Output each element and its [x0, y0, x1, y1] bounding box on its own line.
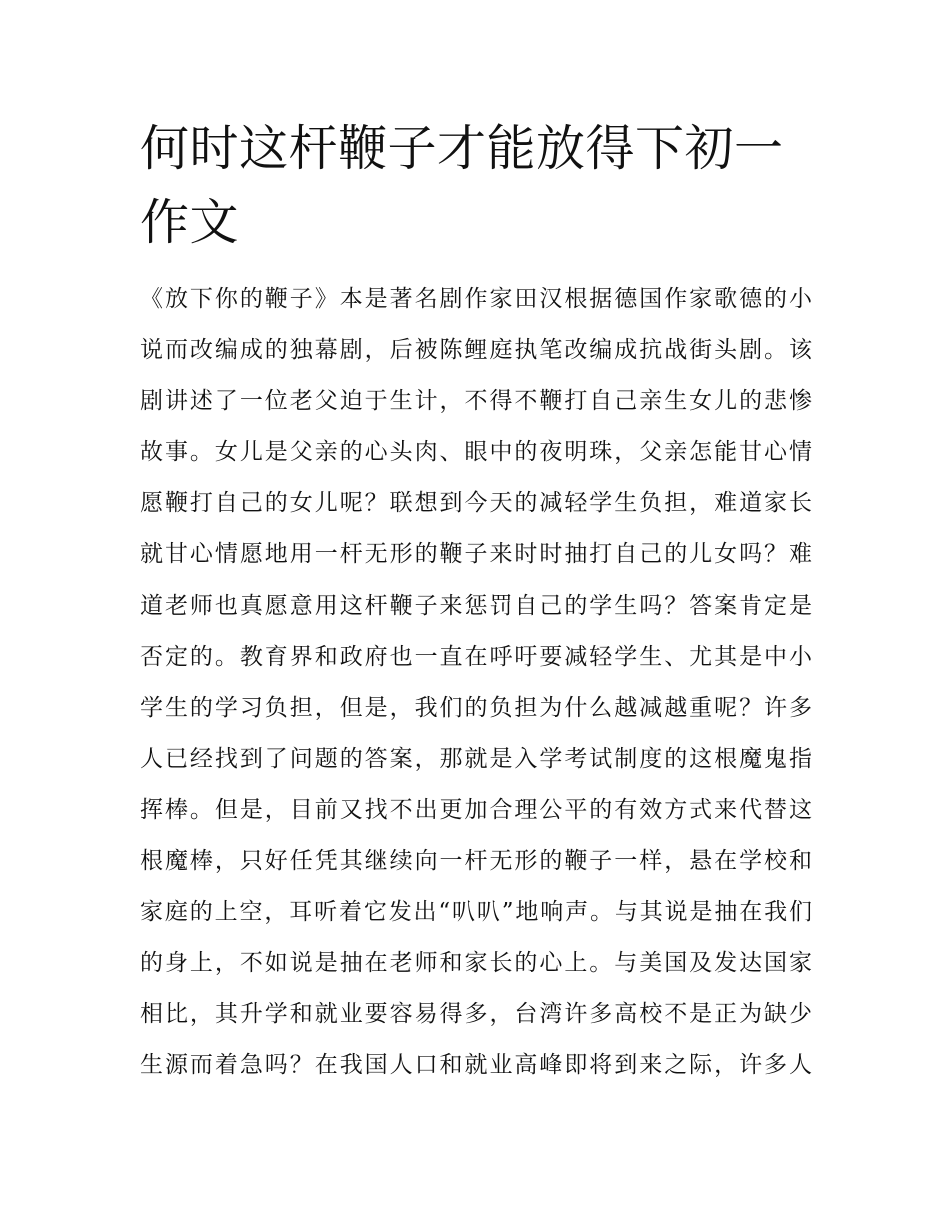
- body-line: 人已经找到了问题的答案，那就是入学考试制度的这根魔鬼指: [140, 745, 812, 772]
- body-line: 否定的。教育界和政府也一直在呼吁要减轻学生、尤其是中小: [140, 643, 812, 670]
- body-line: 道老师也真愿意用这杆鞭子来惩罚自己的学生吗？答案肯定是: [140, 592, 812, 619]
- document-body: [140, 274, 812, 1092]
- body-line: 《放下你的鞭子》本是著名剧作家田汉根据德国作家歌德的小: [140, 286, 812, 312]
- title-line: 何时这杆鞭子才能放得下初一: [140, 120, 784, 177]
- body-line: 根魔棒，只好任凭其继续向一杆无形的鞭子一样，悬在学校和: [140, 848, 812, 875]
- body-line: 愿鞭打自己的女儿呢？联想到今天的减轻学生负担，难道家长: [140, 490, 812, 517]
- body-line: 相比，其升学和就业要容易得多，台湾许多高校不是正为缺少: [140, 1001, 812, 1028]
- body-line: 家庭的上空，耳听着它发出“叭叭”地响声。与其说是抽在我们: [140, 899, 812, 926]
- body-line: 挥棒。但是，目前又找不出更加合理公平的有效方式来代替这: [140, 796, 812, 823]
- body-line: 说而改编成的独幕剧，后被陈鲤庭执笔改编成抗战街头剧。该: [140, 337, 812, 364]
- body-line: 剧讲述了一位老父迫于生计，不得不鞭打自己亲生女儿的悲惨: [140, 388, 812, 415]
- body-line: 生源而着急吗？在我国人口和就业高峰即将到来之际，许多人: [140, 1052, 812, 1079]
- title-line: 作文: [140, 194, 240, 251]
- body-line: 学生的学习负担，但是，我们的负担为什么越减越重呢？许多: [140, 694, 812, 721]
- body-line: 故事。女儿是父亲的心头肉、眼中的夜明珠，父亲怎能甘心情: [140, 439, 812, 466]
- document-title: [140, 112, 820, 260]
- body-line: 就甘心情愿地用一杆无形的鞭子来时时抽打自己的儿女吗？难: [140, 541, 812, 568]
- body-line: 的身上，不如说是抽在老师和家长的心上。与美国及发达国家: [140, 950, 812, 977]
